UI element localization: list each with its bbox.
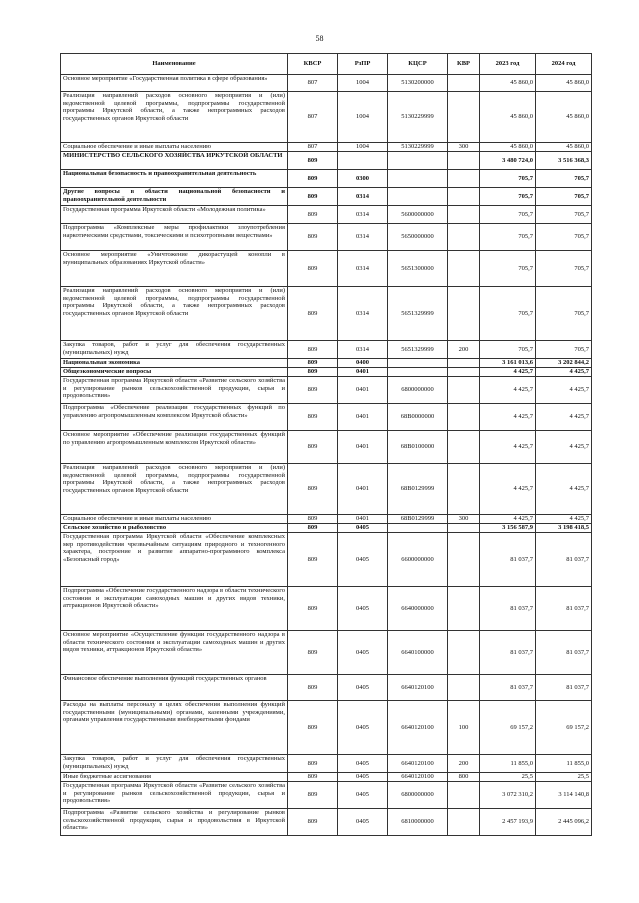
cell-y2024: 3 114 140,8 xyxy=(536,782,592,809)
cell-y2024: 45 860,0 xyxy=(536,143,592,152)
cell-y2024: 3 202 844,2 xyxy=(536,359,592,368)
cell-name: Основное мероприятие «Государственная политика в сфере образования» xyxy=(61,75,288,92)
cell-kvr xyxy=(448,206,480,224)
table-row xyxy=(61,341,592,359)
header-kvr: КВР xyxy=(448,54,480,75)
cell-name: Реализация направлений расходов основного мероприятия и (или) ведомственной целевой программы, подпрограммы государственной программы Иркутской области, а также непрограммных расходов государственных органов Иркутской области xyxy=(61,287,288,341)
cell-kcsr: 5130229999 xyxy=(388,143,448,152)
table-row xyxy=(61,287,592,341)
cell-kvr xyxy=(448,92,480,143)
cell-kcsr: 68В0129999 xyxy=(388,464,448,515)
cell-y2023: 4 425,7 xyxy=(480,368,536,377)
table-row xyxy=(61,755,592,773)
table-row xyxy=(61,188,592,206)
cell-rzpr: 0405 xyxy=(338,675,388,701)
cell-kvsr: 809 xyxy=(288,701,338,755)
cell-kcsr xyxy=(388,170,448,188)
cell-kvr xyxy=(448,587,480,631)
cell-name: Основное мероприятие «Обеспечение реализации государственных функций по управлению агропромышленным комплексом Иркутской области» xyxy=(61,431,288,464)
cell-rzpr: 0314 xyxy=(338,188,388,206)
cell-name: Реализация направлений расходов основного мероприятия и (или) ведомственной целевой программы, подпрограммы государственной программы Иркутской области, а также непрограммных расходов государственных органов Иркутской области xyxy=(61,92,288,143)
cell-kvr xyxy=(448,359,480,368)
cell-kvsr: 807 xyxy=(288,143,338,152)
cell-kcsr xyxy=(388,188,448,206)
cell-y2024: 81 037,7 xyxy=(536,675,592,701)
table-row xyxy=(61,251,592,287)
cell-y2024: 69 157,2 xyxy=(536,701,592,755)
table-row xyxy=(61,206,592,224)
cell-kvr xyxy=(448,533,480,587)
cell-kvsr: 809 xyxy=(288,675,338,701)
table-row xyxy=(61,431,592,464)
cell-y2024: 45 860,0 xyxy=(536,92,592,143)
table-row xyxy=(61,143,592,152)
cell-kvsr: 809 xyxy=(288,206,338,224)
cell-y2024: 705,7 xyxy=(536,251,592,287)
cell-rzpr: 0314 xyxy=(338,341,388,359)
cell-name: Государственная программа Иркутской области «Развитие сельского хозяйства и регулирование рынков сельскохозяйственной продукции, сырья и продовольствия» xyxy=(61,782,288,809)
cell-kcsr xyxy=(388,152,448,170)
cell-kvr xyxy=(448,75,480,92)
cell-kvsr: 809 xyxy=(288,404,338,431)
cell-y2024: 11 855,0 xyxy=(536,755,592,773)
cell-kcsr: 5650000000 xyxy=(388,224,448,251)
cell-name: Основное мероприятие «Осуществление функции государственного надзора в области технического состояния и эксплуатации самоходных машин и других видов техники, аттракционов Иркутской области» xyxy=(61,631,288,675)
cell-y2023: 81 037,7 xyxy=(480,675,536,701)
cell-kvr xyxy=(448,251,480,287)
cell-rzpr: 0405 xyxy=(338,631,388,675)
cell-kvsr: 809 xyxy=(288,251,338,287)
cell-kvr: 300 xyxy=(448,515,480,524)
cell-y2023: 3 072 310,2 xyxy=(480,782,536,809)
cell-y2023: 45 860,0 xyxy=(480,92,536,143)
cell-y2024: 2 445 096,2 xyxy=(536,809,592,836)
cell-kcsr: 68В0100000 xyxy=(388,431,448,464)
cell-kvsr: 809 xyxy=(288,755,338,773)
cell-rzpr: 0314 xyxy=(338,206,388,224)
cell-y2024: 81 037,7 xyxy=(536,631,592,675)
cell-name: Социальное обеспечение и иные выплаты населению xyxy=(61,515,288,524)
cell-y2024: 4 425,7 xyxy=(536,404,592,431)
cell-rzpr: 0314 xyxy=(338,251,388,287)
cell-rzpr: 0401 xyxy=(338,464,388,515)
cell-name: Государственная программа Иркутской области «Молодежная политика» xyxy=(61,206,288,224)
cell-y2024: 705,7 xyxy=(536,188,592,206)
cell-kvr xyxy=(448,170,480,188)
cell-rzpr: 0405 xyxy=(338,701,388,755)
cell-y2023: 4 425,7 xyxy=(480,404,536,431)
cell-y2024: 4 425,7 xyxy=(536,464,592,515)
cell-kvsr: 809 xyxy=(288,188,338,206)
cell-name: Другие вопросы в области национальной безопасности и правоохранительной деятельности xyxy=(61,188,288,206)
cell-y2024: 3 198 418,5 xyxy=(536,524,592,533)
cell-kvsr: 809 xyxy=(288,377,338,404)
table-body xyxy=(61,75,592,836)
cell-kvsr: 809 xyxy=(288,587,338,631)
table-row xyxy=(61,587,592,631)
cell-rzpr: 0401 xyxy=(338,515,388,524)
cell-kvr xyxy=(448,224,480,251)
cell-kvr xyxy=(448,377,480,404)
cell-name: МИНИСТЕРСТВО СЕЛЬСКОГО ХОЗЯЙСТВА ИРКУТСКОЙ ОБЛАСТИ xyxy=(61,152,288,170)
cell-y2023: 81 037,7 xyxy=(480,587,536,631)
cell-kcsr: 6640000000 xyxy=(388,587,448,631)
table-row xyxy=(61,224,592,251)
cell-kvsr: 809 xyxy=(288,533,338,587)
cell-name: Подпрограмма «Комплексные меры профилактики злоупотребления наркотическими средствами, токсическими и психотропными веществами» xyxy=(61,224,288,251)
cell-kvr xyxy=(448,188,480,206)
cell-kvsr: 807 xyxy=(288,75,338,92)
cell-y2023: 3 480 724,0 xyxy=(480,152,536,170)
cell-kvr xyxy=(448,431,480,464)
cell-kvsr: 809 xyxy=(288,359,338,368)
cell-kcsr: 6640100000 xyxy=(388,631,448,675)
header-kcsr: КЦСР xyxy=(388,54,448,75)
cell-y2023: 45 860,0 xyxy=(480,75,536,92)
cell-rzpr: 0405 xyxy=(338,755,388,773)
cell-kcsr xyxy=(388,359,448,368)
cell-kvr xyxy=(448,464,480,515)
header-name: Наименование xyxy=(61,54,288,75)
header-rzpr: РзПР xyxy=(338,54,388,75)
cell-kcsr: 6810000000 xyxy=(388,809,448,836)
cell-rzpr: 1004 xyxy=(338,75,388,92)
cell-y2023: 4 425,7 xyxy=(480,515,536,524)
cell-kcsr xyxy=(388,524,448,533)
cell-y2023: 705,7 xyxy=(480,188,536,206)
table-row xyxy=(61,377,592,404)
cell-kvr xyxy=(448,524,480,533)
cell-rzpr: 0314 xyxy=(338,224,388,251)
cell-rzpr: 0405 xyxy=(338,524,388,533)
cell-kvr xyxy=(448,287,480,341)
cell-rzpr: 0405 xyxy=(338,773,388,782)
cell-kcsr: 6800000000 xyxy=(388,377,448,404)
cell-kcsr: 5651329999 xyxy=(388,287,448,341)
cell-name: Сельское хозяйство и рыболовство xyxy=(61,524,288,533)
cell-y2023: 45 860,0 xyxy=(480,143,536,152)
cell-kvsr: 809 xyxy=(288,341,338,359)
cell-name: Закупка товаров, работ и услуг для обеспечения государственных (муниципальных) нужд xyxy=(61,755,288,773)
header-2024: 2024 год xyxy=(536,54,592,75)
cell-kvsr: 809 xyxy=(288,368,338,377)
cell-kvsr: 809 xyxy=(288,152,338,170)
cell-y2024: 25,5 xyxy=(536,773,592,782)
table-row xyxy=(61,675,592,701)
cell-kcsr: 6640120100 xyxy=(388,773,448,782)
cell-kvr xyxy=(448,631,480,675)
cell-kcsr: 6600000000 xyxy=(388,533,448,587)
cell-rzpr: 0405 xyxy=(338,809,388,836)
cell-kvsr: 809 xyxy=(288,524,338,533)
cell-kcsr: 5600000000 xyxy=(388,206,448,224)
cell-y2024: 705,7 xyxy=(536,170,592,188)
cell-kvr: 100 xyxy=(448,701,480,755)
cell-kvsr: 809 xyxy=(288,464,338,515)
cell-kcsr: 6800000000 xyxy=(388,782,448,809)
cell-kvr: 200 xyxy=(448,341,480,359)
table-row xyxy=(61,464,592,515)
cell-rzpr: 0401 xyxy=(338,377,388,404)
cell-y2023: 705,7 xyxy=(480,170,536,188)
cell-kcsr: 5130229999 xyxy=(388,92,448,143)
cell-y2023: 11 855,0 xyxy=(480,755,536,773)
cell-kvr xyxy=(448,368,480,377)
cell-y2024: 81 037,7 xyxy=(536,533,592,587)
cell-kcsr: 5651329999 xyxy=(388,341,448,359)
table-row xyxy=(61,359,592,368)
cell-y2024: 45 860,0 xyxy=(536,75,592,92)
cell-kvr: 300 xyxy=(448,143,480,152)
cell-name: Иные бюджетные ассигнования xyxy=(61,773,288,782)
cell-name: Подпрограмма «Обеспечение реализации государственных функций по управлению агропромышленным комплексом Иркутской области» xyxy=(61,404,288,431)
cell-kcsr: 68В0129999 xyxy=(388,515,448,524)
cell-kvr xyxy=(448,809,480,836)
cell-kcsr: 6640120100 xyxy=(388,755,448,773)
table-row xyxy=(61,701,592,755)
cell-y2023: 25,5 xyxy=(480,773,536,782)
cell-kvsr: 809 xyxy=(288,809,338,836)
cell-rzpr: 0401 xyxy=(338,368,388,377)
table-row xyxy=(61,368,592,377)
cell-rzpr: 1004 xyxy=(338,143,388,152)
cell-y2023: 705,7 xyxy=(480,287,536,341)
cell-y2023: 705,7 xyxy=(480,341,536,359)
cell-y2023: 4 425,7 xyxy=(480,464,536,515)
cell-y2023: 4 425,7 xyxy=(480,377,536,404)
cell-rzpr: 0300 xyxy=(338,170,388,188)
cell-y2024: 3 516 368,3 xyxy=(536,152,592,170)
table-row xyxy=(61,631,592,675)
table-row xyxy=(61,92,592,143)
cell-y2024: 81 037,7 xyxy=(536,587,592,631)
cell-y2023: 705,7 xyxy=(480,224,536,251)
table-row xyxy=(61,524,592,533)
cell-rzpr: 1004 xyxy=(338,92,388,143)
cell-y2024: 705,7 xyxy=(536,206,592,224)
cell-rzpr: 0401 xyxy=(338,404,388,431)
cell-y2023: 705,7 xyxy=(480,206,536,224)
cell-name: Общеэкономические вопросы xyxy=(61,368,288,377)
cell-kvsr: 809 xyxy=(288,773,338,782)
cell-y2023: 81 037,7 xyxy=(480,533,536,587)
cell-y2023: 2 457 193,9 xyxy=(480,809,536,836)
cell-rzpr: 0405 xyxy=(338,782,388,809)
cell-kcsr: 68В0000000 xyxy=(388,404,448,431)
cell-kcsr: 6640120100 xyxy=(388,701,448,755)
cell-kvr xyxy=(448,782,480,809)
cell-kvsr: 809 xyxy=(288,782,338,809)
header-kvsr: КВСР xyxy=(288,54,338,75)
cell-rzpr: 0405 xyxy=(338,587,388,631)
cell-kvr xyxy=(448,404,480,431)
cell-y2023: 705,7 xyxy=(480,251,536,287)
cell-rzpr xyxy=(338,152,388,170)
cell-kvsr: 807 xyxy=(288,92,338,143)
cell-kcsr xyxy=(388,368,448,377)
table-row xyxy=(61,773,592,782)
table-row xyxy=(61,170,592,188)
cell-y2024: 705,7 xyxy=(536,341,592,359)
cell-y2023: 4 425,7 xyxy=(480,431,536,464)
table-row xyxy=(61,152,592,170)
cell-y2024: 705,7 xyxy=(536,287,592,341)
cell-name: Реализация направлений расходов основного мероприятия и (или) ведомственной целевой программы, подпрограммы государственной программы Иркутской области, а также непрограммных расходов государственных органов Иркутской области xyxy=(61,464,288,515)
cell-name: Государственная программа Иркутской области «Обеспечение комплексных мер противодействия чрезвычайным ситуациям природного и техногенного характера, построение и развитие аппаратно-программного комплекса «Безопасный город» xyxy=(61,533,288,587)
table-row xyxy=(61,75,592,92)
cell-name: Национальная безопасность и правоохранительная деятельность xyxy=(61,170,288,188)
cell-rzpr: 0314 xyxy=(338,287,388,341)
cell-name: Основное мероприятие «Уничтожение дикорастущей конопли в муниципальных образованиях Иркутской области» xyxy=(61,251,288,287)
cell-name: Подпрограмма «Развитие сельского хозяйства и регулирование рынков сельскохозяйственной продукции, сырья и продовольствия в Иркутской области» xyxy=(61,809,288,836)
cell-name: Государственная программа Иркутской области «Развитие сельского хозяйства и регулирование рынков сельскохозяйственной продукции, сырья и продовольствия» xyxy=(61,377,288,404)
cell-kcsr: 6640120100 xyxy=(388,675,448,701)
cell-kvr xyxy=(448,152,480,170)
table-row xyxy=(61,533,592,587)
cell-name: Подпрограмма «Обеспечение государственного надзора в области технического состояния и эксплуатации самоходных машин и других видов техники, аттракционов Иркутской области» xyxy=(61,587,288,631)
cell-kvsr: 809 xyxy=(288,631,338,675)
cell-kvsr: 809 xyxy=(288,287,338,341)
cell-y2024: 4 425,7 xyxy=(536,431,592,464)
cell-y2023: 3 161 013,6 xyxy=(480,359,536,368)
cell-kvsr: 809 xyxy=(288,224,338,251)
cell-y2024: 4 425,7 xyxy=(536,377,592,404)
cell-y2023: 3 156 587,9 xyxy=(480,524,536,533)
cell-rzpr: 0401 xyxy=(338,431,388,464)
cell-y2024: 4 425,7 xyxy=(536,515,592,524)
cell-y2023: 69 157,2 xyxy=(480,701,536,755)
cell-kvsr: 809 xyxy=(288,170,338,188)
cell-kcsr: 5651300000 xyxy=(388,251,448,287)
cell-kvr: 800 xyxy=(448,773,480,782)
cell-kvr xyxy=(448,675,480,701)
cell-name: Расходы на выплаты персоналу в целях обеспечения выполнения функций государственными (муниципальными) органами, казенными учреждениями, органами управления государственными внебюджетными фондами xyxy=(61,701,288,755)
cell-name: Национальная экономика xyxy=(61,359,288,368)
table-row xyxy=(61,515,592,524)
budget-table xyxy=(60,53,592,836)
cell-kvr: 200 xyxy=(448,755,480,773)
table-row xyxy=(61,809,592,836)
cell-name: Социальное обеспечение и иные выплаты населению xyxy=(61,143,288,152)
table-row xyxy=(61,782,592,809)
cell-rzpr: 0400 xyxy=(338,359,388,368)
table-header-row xyxy=(61,54,592,75)
cell-rzpr: 0405 xyxy=(338,533,388,587)
cell-y2024: 4 425,7 xyxy=(536,368,592,377)
cell-kcsr: 5130200000 xyxy=(388,75,448,92)
header-2023: 2023 год xyxy=(480,54,536,75)
cell-kvsr: 809 xyxy=(288,431,338,464)
cell-name: Финансовое обеспечение выполнения функций государственных органов xyxy=(61,675,288,701)
page-number: 58 xyxy=(315,34,324,43)
cell-kvsr: 809 xyxy=(288,515,338,524)
cell-name: Закупка товаров, работ и услуг для обеспечения государственных (муниципальных) нужд xyxy=(61,341,288,359)
cell-y2023: 81 037,7 xyxy=(480,631,536,675)
cell-y2024: 705,7 xyxy=(536,224,592,251)
table-row xyxy=(61,404,592,431)
